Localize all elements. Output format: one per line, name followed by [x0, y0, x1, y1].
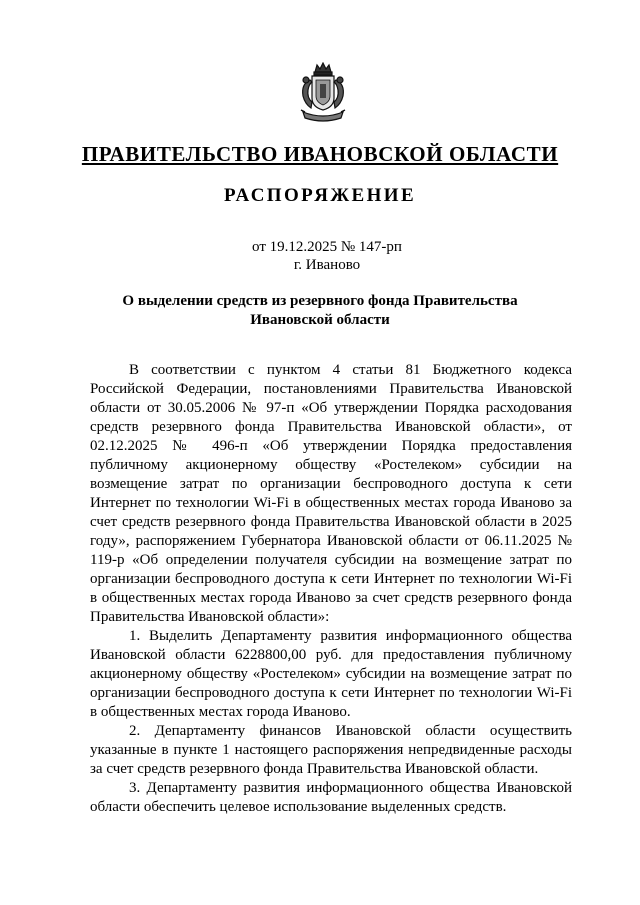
org-title: ПРАВИТЕЛЬСТВО ИВАНОВСКОЙ ОБЛАСТИ: [81, 142, 559, 166]
doc-meta: [0, 238, 640, 274]
subject-line-1: О выделении средств из резервного фонда Правительства: [122, 293, 518, 309]
item-1-paragraph: 1. Выделить Департаменту развития информационного общества Ивановской области 6228800,00 руб. для предоставления публичному акционерному обществу «Ростелеком» субсидии на возмещение затрат по организации беспроводного доступа к сети Интернет по технологии Wi-Fi в общественных местах города Иваново.: [90, 628, 572, 720]
doc-type-title: РАСПОРЯЖЕНИЕ: [223, 185, 417, 206]
doc-body: [90, 361, 572, 817]
doc-subject: [0, 292, 640, 330]
subject-line-2: Ивановской области: [250, 312, 390, 328]
item-3-paragraph: 3. Департаменту развития информационного общества Ивановской области обеспечить целевое использование выделенных средств.: [90, 780, 572, 815]
date-number: от 19.12.2025 № 147-рп: [252, 239, 402, 255]
coat-of-arms-icon: [295, 62, 351, 126]
item-2-paragraph: 2. Департаменту финансов Ивановской области осуществить указанные в пункте 1 настоящего распоряжения непредвиденные расходы за счет средств резервного фонда Правительства Ивановской области.: [90, 723, 572, 777]
preamble-paragraph: В соответствии с пунктом 4 статьи 81 Бюджетного кодекса Российской Федерации, постановлениями Правительства Ивановской области от 30.05.2006 № 97-п «Об утверждении Порядка расходования средств резервного фонда Правительства Ивановской области», от 02.12.2025 № 496-п «Об утверждении Порядка предоставления публичному акционерному обществу «Ростелеком» субсидии на возмещение затрат по организации беспроводного доступа к сети Интернет по технологии Wi-Fi в общественных местах города Иваново за счет средств резервного фонда Правительства Ивановской области в 2025 году», распоряжением Губернатора Ивановской области от 06.11.2025 № 119-р «Об определении получателя субсидии на возмещение затрат по организации беспроводного доступа к сети Интернет по технологии Wi-Fi в общественных местах города Иваново за счет средств резервного фонда Правительства Ивановской области»:: [90, 362, 572, 625]
city: г. Иваново: [293, 257, 361, 273]
